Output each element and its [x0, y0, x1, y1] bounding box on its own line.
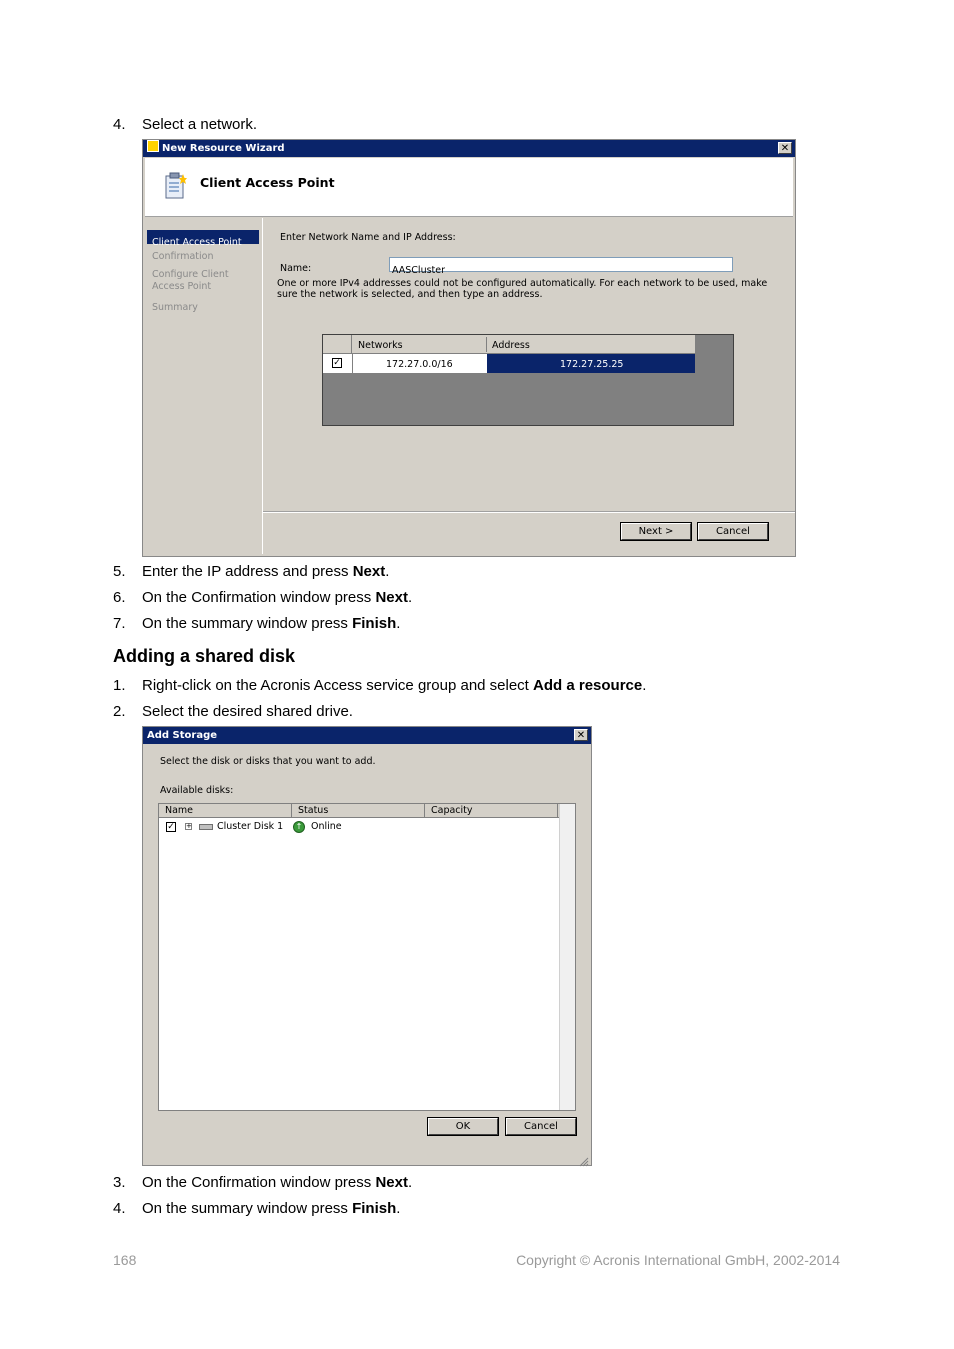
nav-item-confirmation[interactable]: Confirmation [152, 251, 214, 262]
resize-grip-icon[interactable] [578, 1152, 589, 1163]
storage-title: Add Storage [147, 730, 218, 741]
name-input[interactable]: AASCluster [389, 257, 733, 272]
col-capacity[interactable]: Capacity [431, 805, 473, 816]
wizard-title-icon [147, 140, 159, 152]
storage-titlebar [143, 727, 591, 744]
available-disks-label: Available disks: [160, 785, 234, 796]
next-button[interactable]: Next > [621, 523, 691, 540]
clipboard-icon [165, 172, 185, 198]
nav-item-client-access-point[interactable]: Client Access Point [147, 230, 259, 244]
step-confirmation: 6. On the Confirmation window press Next. [113, 589, 413, 606]
step-enter-ip: 5. Enter the IP address and press Next. [113, 563, 390, 580]
address-value: 172.27.25.25 [560, 359, 624, 370]
page-number: 168 [113, 1252, 137, 1268]
nav-item-summary[interactable]: Summary [152, 302, 198, 313]
network-row[interactable] [323, 354, 695, 373]
storage-prompt: Select the disk or disks that you want to add. [160, 756, 376, 767]
disk-list[interactable] [158, 803, 576, 1111]
col-name[interactable]: Name [165, 805, 194, 816]
wizard-title: New Resource Wizard [162, 143, 285, 154]
disk-name: Cluster Disk 1 [217, 821, 284, 832]
online-icon: ↑ [293, 821, 305, 833]
add-storage-dialog [142, 726, 592, 1166]
step-select-network: 4. Select a network. [113, 116, 258, 133]
step-summary: 7. On the summary window press Finish. [113, 615, 401, 632]
copyright: Copyright © Acronis International GmbH, 2002-2014 [516, 1252, 840, 1268]
wizard-titlebar [143, 140, 795, 157]
col-address[interactable]: Address [492, 340, 530, 351]
wizard-header [145, 158, 793, 217]
expand-icon[interactable]: + [186, 822, 192, 830]
nav-item-configure[interactable]: Configure Client Access Point [152, 269, 229, 292]
storage-cancel-button[interactable]: Cancel [506, 1118, 576, 1135]
network-grid [322, 334, 734, 426]
info-text: One or more IPv4 addresses could not be configured automatically. For each network to be used, make sure the network is selected, and then type an address. [277, 278, 768, 300]
storage-close-button[interactable]: ✕ [574, 729, 588, 741]
wizard-prompt: Enter Network Name and IP Address: [280, 232, 456, 243]
step-summary-2: 4. On the summary window press Finish. [113, 1200, 401, 1217]
col-status[interactable]: Status [298, 805, 329, 816]
wizard-header-title: Client Access Point [200, 175, 335, 190]
disk-list-scrollbar[interactable] [559, 804, 575, 1110]
new-resource-wizard-dialog [142, 139, 796, 557]
section-heading: Adding a shared disk [113, 646, 296, 666]
disk-icon [199, 824, 213, 830]
col-networks[interactable]: Networks [358, 340, 403, 351]
disk-row[interactable] [159, 820, 559, 834]
disk-status: Online [311, 821, 342, 832]
grid-header [323, 335, 695, 353]
address-cell[interactable] [487, 354, 695, 373]
disk-checkbox[interactable]: ✓ [167, 822, 175, 832]
step-select-drive: 2. Select the desired shared drive. [113, 703, 353, 720]
ok-button[interactable]: OK [428, 1118, 498, 1135]
step-right-click: 1. Right-click on the Acronis Access service group and select Add a resource. [113, 677, 647, 694]
wizard-close-button[interactable]: ✕ [778, 142, 792, 154]
disk-list-header [159, 804, 559, 818]
network-checkbox[interactable]: ✓ [333, 358, 341, 368]
step-confirmation-2: 3. On the Confirmation window press Next. [113, 1174, 413, 1191]
name-label: Name: [280, 263, 312, 274]
wizard-nav [143, 218, 263, 554]
network-value: 172.27.0.0/16 [386, 359, 453, 370]
cancel-button[interactable]: Cancel [698, 523, 768, 540]
